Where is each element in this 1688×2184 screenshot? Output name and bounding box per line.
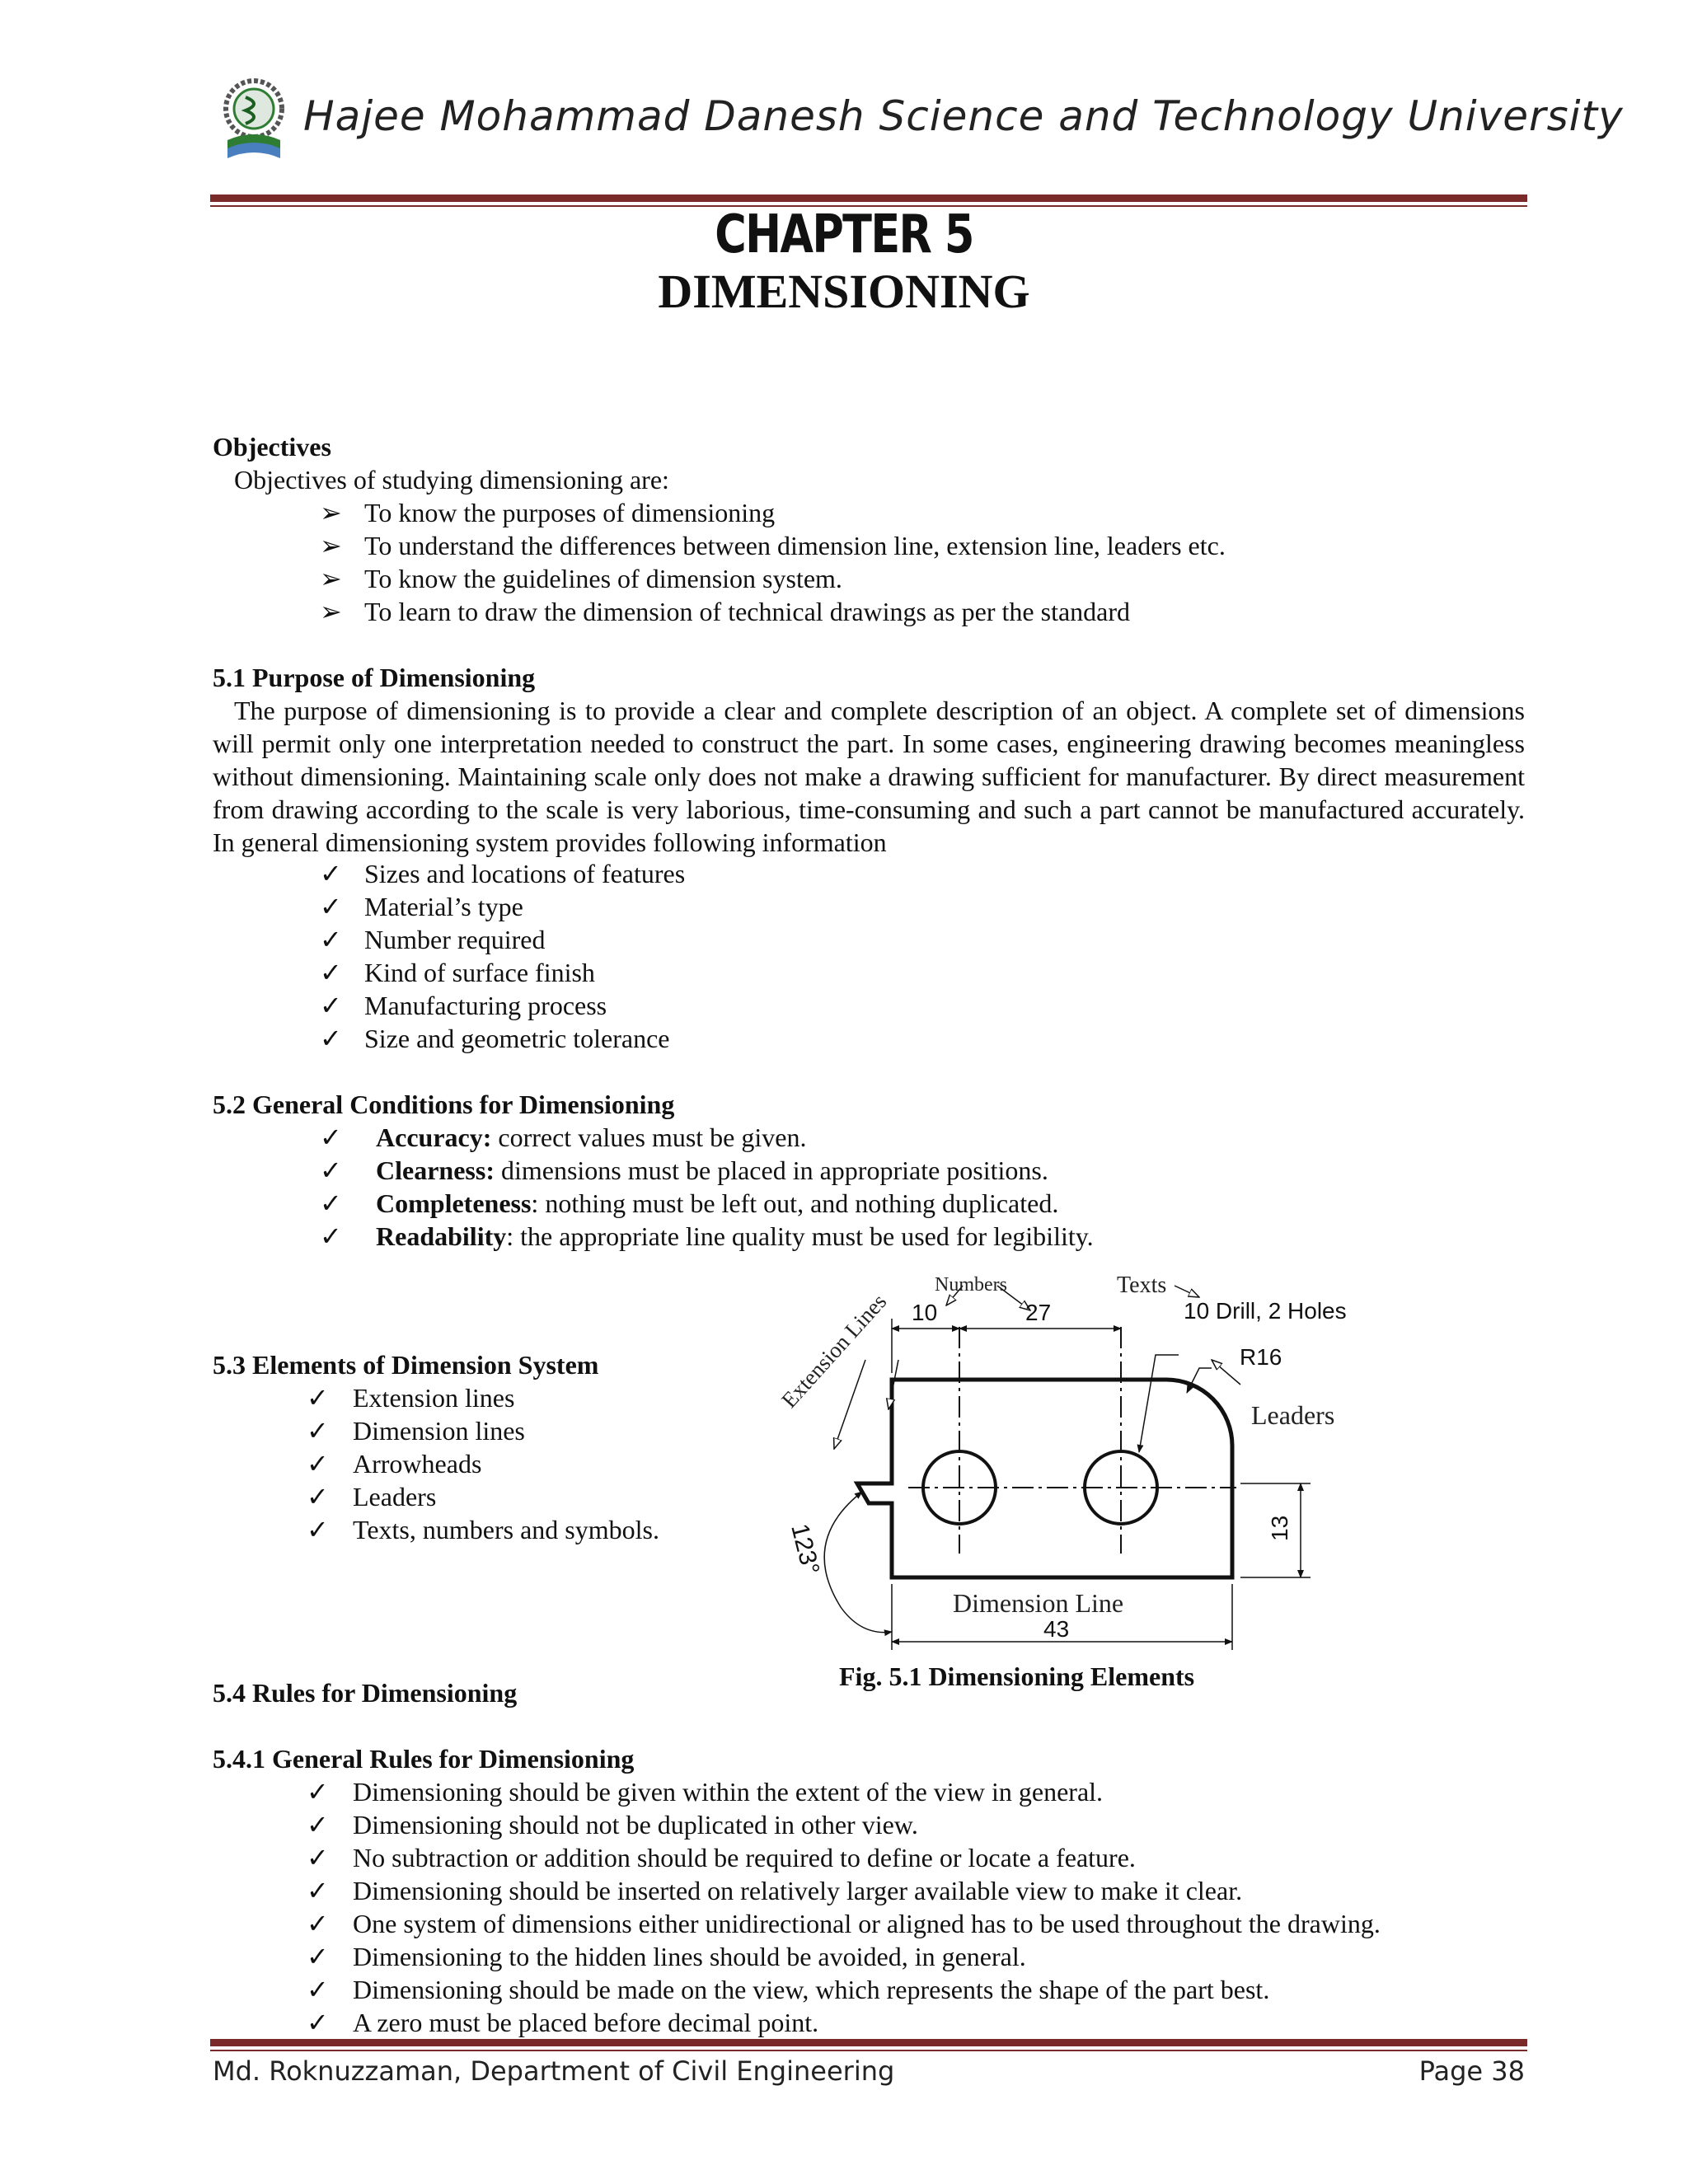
list-item: ✓ Texts, numbers and symbols. bbox=[307, 1515, 659, 1544]
pointer-texts bbox=[1175, 1286, 1199, 1297]
label-numbers: Numbers bbox=[935, 1274, 1007, 1296]
label-extension-lines: Extension Lines bbox=[776, 1289, 892, 1413]
section-5-1-heading: 5.1 Purpose of Dimensioning bbox=[213, 663, 536, 692]
checkmark-icon: ✓ bbox=[307, 1449, 329, 1479]
list-item: ✓ A zero must be placed before decimal point. bbox=[307, 2008, 819, 2037]
checkmark-icon: ✓ bbox=[320, 958, 342, 987]
checkmark-icon: ✓ bbox=[320, 925, 342, 954]
checkmark-icon: ✓ bbox=[307, 1515, 329, 1544]
list-item: ✓ One system of dimensions either unidirectional or aligned has to be used throughout the drawing. bbox=[307, 1909, 1381, 1938]
label-radius: R16 bbox=[1240, 1344, 1282, 1370]
university-logo bbox=[221, 76, 287, 162]
checkmark-icon: ✓ bbox=[320, 859, 342, 888]
list-item: ➢ To understand the differences between dimension line, extension line, leaders etc. bbox=[320, 531, 1226, 560]
arrow-bullet-icon: ➢ bbox=[320, 564, 342, 593]
label-dim-27: 27 bbox=[1025, 1300, 1052, 1325]
angle-arc bbox=[824, 1492, 892, 1633]
list-item: ✓ Material’s type bbox=[320, 892, 523, 921]
label-drill-note: 10 Drill, 2 Holes bbox=[1184, 1298, 1347, 1324]
objectives-list bbox=[320, 496, 1226, 628]
checkmark-icon: ✓ bbox=[307, 1876, 329, 1905]
list-item: ✓ Dimensioning should be made on the view, which represents the shape of the part best. bbox=[307, 1975, 1270, 2004]
chapter-number: CHAPTER 5 bbox=[715, 204, 973, 265]
list-item: ✓ Leaders bbox=[307, 1482, 437, 1511]
footer-author: Md. Roknuzzaman, Department of Civil Engineering bbox=[213, 2055, 895, 2087]
checkmark-icon: ✓ bbox=[307, 1843, 329, 1872]
checkmark-icon: ✓ bbox=[320, 991, 342, 1020]
checkmark-icon: ✓ bbox=[307, 1416, 329, 1446]
label-dim-13: 13 bbox=[1267, 1515, 1292, 1541]
checkmark-icon: ✓ bbox=[320, 1122, 342, 1152]
checkmark-icon: ✓ bbox=[307, 1942, 329, 1971]
list-item: ✓ Manufacturing process bbox=[320, 991, 607, 1020]
checkmark-icon: ✓ bbox=[320, 1024, 342, 1053]
section-5-4-heading: 5.4 Rules for Dimensioning bbox=[213, 1678, 518, 1708]
list-item: ✓ No subtraction or addition should be required to define or locate a feature. bbox=[307, 1843, 1136, 1872]
figure-caption: Fig. 5.1 Dimensioning Elements bbox=[839, 1661, 1195, 1691]
footer-rule bbox=[210, 2039, 1527, 2046]
list-item: ✓ Arrowheads bbox=[307, 1449, 482, 1479]
chapter-title: DIMENSIONING bbox=[658, 265, 1030, 318]
section-5-4-1-heading: 5.4.1 General Rules for Dimensioning bbox=[213, 1744, 635, 1774]
list-item: ✓ Extension lines bbox=[307, 1383, 515, 1413]
list-item: ✓ Dimensioning should be given within the extent of the view in general. bbox=[307, 1777, 1104, 1807]
leader-drill bbox=[1139, 1355, 1179, 1452]
section-5-3-list bbox=[307, 1381, 659, 1546]
arrow-bullet-icon: ➢ bbox=[320, 597, 342, 626]
section-5-1-list bbox=[320, 857, 685, 1055]
checkmark-icon: ✓ bbox=[307, 1909, 329, 1938]
arrow-bullet-icon: ➢ bbox=[320, 498, 342, 527]
label-dimension-line: Dimension Line bbox=[953, 1588, 1124, 1618]
list-item: ✓ Kind of surface finish bbox=[320, 958, 595, 987]
label-angle: 123° bbox=[785, 1521, 825, 1577]
list-item: ➢ To know the guidelines of dimension system. bbox=[320, 564, 842, 593]
list-item: ➢ To learn to draw the dimension of technical drawings as per the standard bbox=[320, 597, 1131, 626]
checkmark-icon: ✓ bbox=[320, 1188, 342, 1218]
objectives-heading: Objectives bbox=[213, 432, 331, 462]
section-5-4-1-list bbox=[307, 1775, 1381, 2039]
checkmark-icon: ✓ bbox=[307, 1482, 329, 1511]
list-item: ✓ Readability: the appropriate line quality must be used for legibility. bbox=[320, 1221, 1094, 1251]
list-item: ✓ Completeness: nothing must be left out, and nothing duplicated. bbox=[320, 1188, 1059, 1218]
list-item: ✓ Sizes and locations of features bbox=[320, 859, 686, 888]
label-dim-10: 10 bbox=[912, 1300, 938, 1325]
page-number: Page 38 bbox=[1418, 2055, 1525, 2087]
list-item: ✓ Dimension lines bbox=[307, 1416, 525, 1446]
section-5-2-list bbox=[320, 1121, 1094, 1253]
list-item: ✓ Clearness: dimensions must be placed in appropriate positions. bbox=[320, 1155, 1048, 1185]
checkmark-icon: ✓ bbox=[320, 1221, 342, 1251]
university-name: Hajee Mohammad Danesh Science and Technology University bbox=[303, 92, 1624, 140]
checkmark-icon: ✓ bbox=[320, 892, 342, 921]
section-5-1-paragraph: The purpose of dimensioning is to provide a clear and complete description of an object. A complete set of dimensions will permit only one interpretation needed to construct the part. In some cases, engineering drawing becomes meaningless without dimensioning. Maintaining scale only does not make a drawing sufficient for manufacturer. By direct measurement from drawing according to the scale is very laborious, time-consuming and such a part cannot be manufactured accurately. In general dimensioning system provides following information bbox=[213, 696, 1525, 857]
list-item: ✓ Dimensioning should not be duplicated in other view. bbox=[307, 1810, 918, 1840]
pointer-leaders bbox=[1212, 1360, 1240, 1385]
checkmark-icon: ✓ bbox=[307, 1975, 329, 2004]
label-dim-43: 43 bbox=[1043, 1616, 1070, 1642]
list-item: ✓ Size and geometric tolerance bbox=[320, 1024, 670, 1053]
arrow-bullet-icon: ➢ bbox=[320, 531, 342, 560]
list-item: ✓ Dimensioning should be inserted on relatively larger available view to make it clear. bbox=[307, 1876, 1243, 1905]
list-item: ✓ Accuracy: correct values must be given. bbox=[320, 1122, 807, 1152]
list-item: ✓ Dimensioning to the hidden lines should be avoided, in general. bbox=[307, 1942, 1026, 1971]
list-item: ➢ To know the purposes of dimensioning bbox=[320, 498, 776, 527]
checkmark-icon: ✓ bbox=[320, 1155, 342, 1185]
pointer-extension bbox=[834, 1360, 865, 1449]
section-5-2-heading: 5.2 General Conditions for Dimensioning bbox=[213, 1090, 675, 1119]
checkmark-icon: ✓ bbox=[307, 1383, 329, 1413]
dimensioning-figure bbox=[767, 1269, 1376, 1657]
objectives-intro: Objectives of studying dimensioning are: bbox=[234, 465, 669, 494]
footer-rule-thin bbox=[210, 2050, 1527, 2051]
list-item: ✓ Number required bbox=[320, 925, 546, 954]
part-outline bbox=[857, 1380, 1232, 1577]
label-leaders: Leaders bbox=[1251, 1400, 1335, 1430]
label-texts: Texts bbox=[1117, 1272, 1167, 1298]
checkmark-icon: ✓ bbox=[307, 2008, 329, 2037]
checkmark-icon: ✓ bbox=[307, 1810, 329, 1840]
checkmark-icon: ✓ bbox=[307, 1777, 329, 1807]
header-rule bbox=[210, 194, 1527, 202]
section-5-3-heading: 5.3 Elements of Dimension System bbox=[213, 1350, 599, 1380]
